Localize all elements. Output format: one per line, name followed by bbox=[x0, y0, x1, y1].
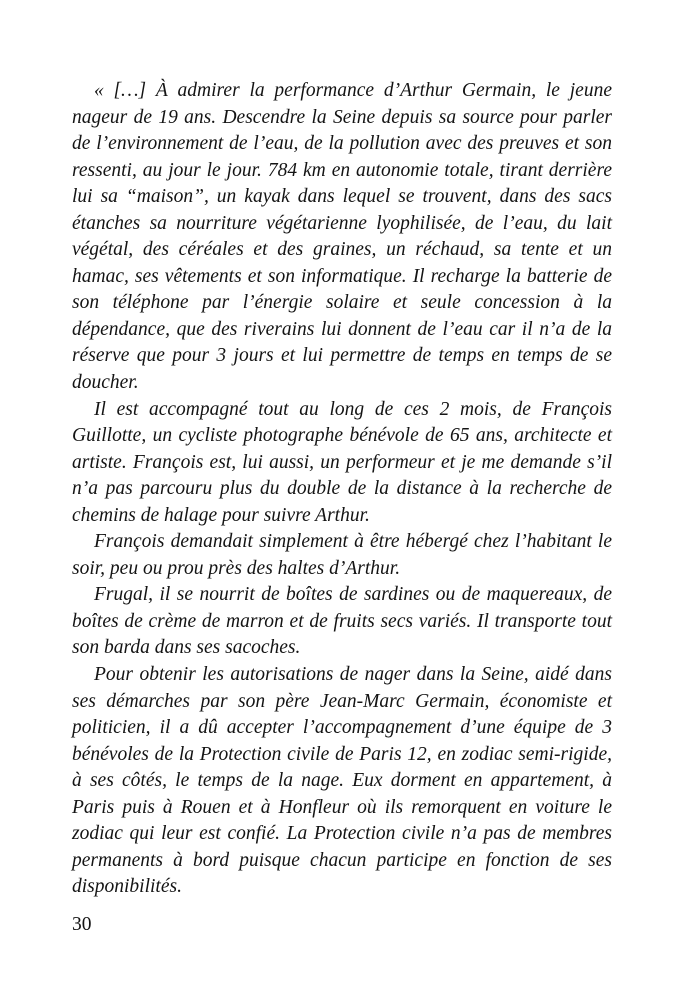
paragraph-frugal: Frugal, il se nourrit de boîtes de sardines ou de maquereaux, de boîtes de crème de marron et de fruits secs variés. Il transporte tout son barda dans ses sacoches. bbox=[72, 584, 612, 659]
paragraph-francois-guillotte: Il est accompagné tout au long de ces 2 mois, de François Guillotte, un cycliste photographe bénévole de 65 ans, architecte et artiste. François est, lui aussi, un performeur et je me demande s’il n’a pas parcouru plus du double de la distance à la recherche de chemins de halage pour suivre Arthur. bbox=[72, 398, 612, 526]
page-body bbox=[72, 78, 612, 901]
paragraph-hebergement: François demandait simplement à être hébergé chez l’habitant le soir, peu ou prou près des haltes d’Arthur. bbox=[72, 531, 612, 579]
paragraph-protection-civile: Pour obtenir les autorisations de nager dans la Seine, aidé dans ses démarches par son père Jean-Marc Germain, économiste et politicien, il a dû accepter l’accompagnement d’une équipe de 3 bénévoles de la Protection civile de Paris 12, en zodiac semi-rigide, à ses côtés, le temps de la nage. Eux dorment en appartement, à Paris puis à Rouen et à Honfleur où ils remorquent en voiture le zodiac qui leur est confié. La Protection civile n’a pas de membres permanents à bord puisque chacun participe en fonction de ses disponibilités. bbox=[72, 664, 612, 898]
paragraph-arthur-germain: « […] À admirer la performance d’Arthur Germain, le jeune nageur de 19 ans. Descendre la Seine depuis sa source pour parler de l’environnement de l’eau, de la pollution avec des preuves et son ressenti, au jour le jour. 784 km en autonomie totale, tirant derrière lui sa “maison”, un kayak dans lequel se trouvent, dans des sacs étanches sa nourriture végétarienne lyophilisée, de l’eau, du lait végétal, des céréales et des graines, un réchaud, sa tente et un hamac, ses vêtements et son informatique. Il recharge la batterie de son téléphone par l’énergie solaire et seule concession à la dépendance, que des riverains lui donnent de l’eau car il n’a de la réserve que pour 3 jours et lui permettre de temps en temps de se doucher. bbox=[72, 80, 612, 394]
page-number: 30 bbox=[72, 914, 92, 935]
